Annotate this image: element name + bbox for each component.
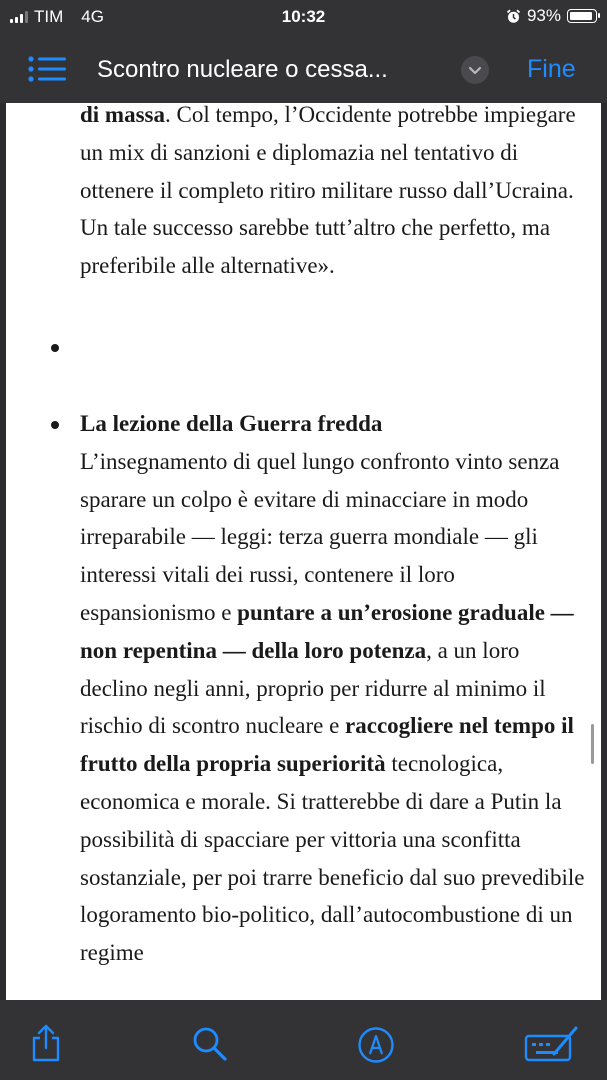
paragraph-text: , a un loro declino negli anni, proprio per ridurre al minimo il rischio di scontro nucleare e <box>80 637 546 739</box>
top-bar <box>0 0 607 103</box>
section-heading: La lezione della Guerra fredda <box>80 411 383 436</box>
network-label: 4G <box>81 7 104 26</box>
done-button[interactable]: Fine <box>527 55 576 83</box>
bold-text: di massa <box>80 103 165 127</box>
carrier-label: TIM <box>34 7 64 26</box>
list-icon[interactable] <box>28 56 66 82</box>
scroll-indicator[interactable] <box>591 724 594 764</box>
bold-text: raccogliere nel tempo il frutto della propria superiorità <box>80 713 574 777</box>
paragraph-1 <box>80 103 590 285</box>
bold-text: puntare a un’erosione graduale — non repentina — della loro potenza <box>80 599 574 663</box>
share-icon[interactable] <box>30 1024 62 1064</box>
paragraph-2 <box>80 405 590 972</box>
status-bar <box>0 0 607 34</box>
empty-bullet <box>51 344 59 352</box>
title-menu-button[interactable] <box>461 56 489 84</box>
section-bullet <box>51 421 59 429</box>
clock: 10:32 <box>281 7 326 26</box>
chevron-down-icon <box>461 56 489 84</box>
document-page[interactable] <box>6 103 601 1000</box>
paragraph-text: . Col tempo, l’Occidente potrebbe impiegare un mix di sanzioni e diplomazia nel tentativo di ottenere il completo ritiro militare russo dall’Ucraina. Un tale successo sarebbe tutt’altro che perfetto, ma preferibile alle alternative». <box>80 103 576 279</box>
document-title[interactable]: Scontro nucleare o cessa... <box>97 56 388 83</box>
search-icon[interactable] <box>192 1026 228 1062</box>
reader-nav-bar <box>0 34 607 103</box>
keyboard-icon[interactable] <box>524 1024 580 1064</box>
battery-percent: 93% <box>526 6 561 25</box>
alarm-icon <box>506 9 521 24</box>
battery-icon <box>567 9 597 23</box>
bottom-toolbar <box>0 1000 607 1080</box>
paragraph-text: L’insegnamento di quel lungo confronto vinto senza sparare un colpo è evitare di minacciare in modo irreparabile — leggi: terza guerra mondiale — gli interessi vitali dei russi, contenere il loro espansionismo e <box>80 448 560 625</box>
markup-icon[interactable] <box>357 1026 395 1064</box>
paragraph-text: tecnologica, economica e morale. Si tratterebbe di dare a Putin la possibilità di spacciare per vittoria una sconfitta sostanziale, per poi trarre beneficio dal suo prevedibile logoramento bio-politico, dall’autocombustione di un regime <box>80 751 585 966</box>
